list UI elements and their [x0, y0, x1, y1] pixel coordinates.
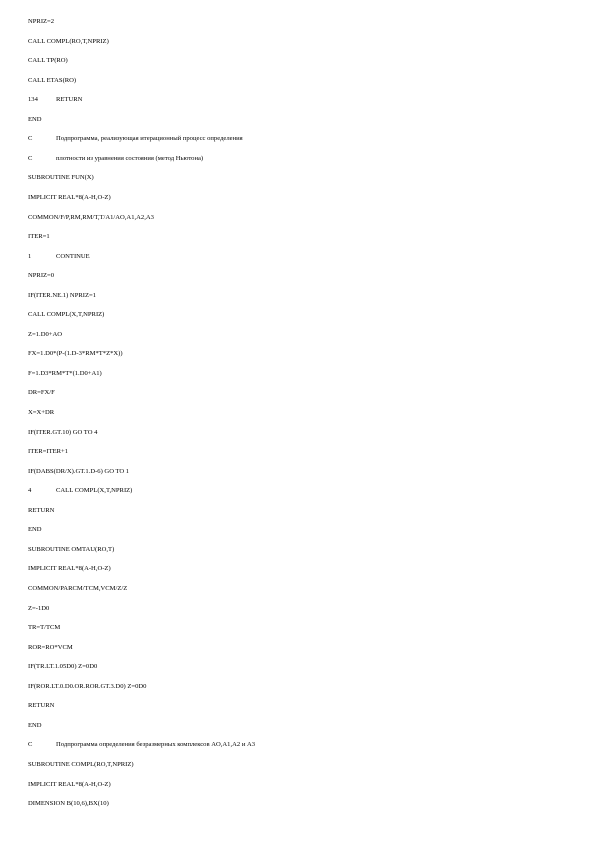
code-line [28, 486, 132, 495]
line-text: IMPLICIT REAL*8(A-H,O-Z) [28, 194, 111, 201]
code-line [28, 408, 54, 417]
line-text: IMPLICIT REAL*8(A-H,O-Z) [28, 780, 111, 788]
line-text: IF(ROR.LT.0.D0.OR.ROR.GT.3.D0) Z=0D0 [28, 682, 147, 690]
line-text: END [28, 115, 42, 123]
line-text: Z=1.D0+AO [28, 330, 62, 338]
code-line [28, 545, 114, 554]
code-line [28, 701, 54, 710]
code-line [28, 447, 68, 456]
code-line [28, 643, 73, 652]
line-text: ROR=RO*VCM [28, 643, 73, 651]
line-text: IMPLICIT REAL*8(A-H,O-Z) [28, 565, 111, 573]
code-line [28, 115, 42, 124]
line-text: IF(ITER.NE.1) NPRIZ=1 [28, 291, 97, 299]
line-text: SUBROUTINE COMPL(RO,T,NPRIZ) [28, 760, 134, 768]
code-line [28, 252, 90, 261]
code-line [28, 95, 82, 104]
code-line [28, 37, 109, 46]
line-text: COMMON/F/P,RM,RM/T,T/A1/AO,A1,A2,A3 [28, 213, 154, 221]
line-text: RETURN [28, 702, 55, 710]
code-line [28, 154, 203, 163]
line-text: CALL COMPL(X,T,NPRIZ) [28, 311, 105, 319]
code-line [28, 330, 62, 339]
code-line [28, 506, 54, 515]
line-text: RETURN [56, 96, 83, 104]
code-line [28, 682, 146, 691]
line-text: X=X+DR [28, 409, 55, 416]
code-line [28, 232, 50, 241]
code-line [28, 604, 49, 613]
code-line [28, 173, 94, 182]
line-text: IF(ITER.GT.10) GO TO 4 [28, 428, 98, 436]
line-text: CALL ETAS(RO) [28, 76, 77, 84]
line-text: END [28, 526, 42, 534]
line-text: Z=-1D0 [28, 604, 50, 612]
line-text: FX=1.D0*(P-(1.D-3*RM*T*Z*X)) [28, 350, 123, 358]
line-text: ITER=ITER+1 [28, 448, 69, 456]
code-line [28, 76, 76, 85]
line-text: IF(TR.LT.1.05D0) Z=0D0 [28, 663, 98, 671]
line-text: IF(DABS(DR/X).GT.1.D-6) GO TO 1 [28, 467, 130, 475]
code-line [28, 721, 42, 730]
line-text: F=1.D3*RM*T*(1.D0+A1) [28, 369, 102, 377]
code-line [28, 291, 96, 300]
line-text: TR=T/TCM [28, 624, 61, 632]
line-text: SUBROUTINE OMTAU(RO,T) [28, 545, 115, 553]
code-line [28, 369, 102, 378]
line-text: CALL COMPL(X,T,NPRIZ) [56, 487, 133, 495]
code-line [28, 525, 42, 534]
line-text: RETURN [28, 506, 55, 514]
line-text: CALL TP(RO) [28, 57, 68, 65]
line-text: END [28, 721, 42, 729]
code-line [28, 193, 111, 202]
code-line [28, 428, 97, 437]
line-text: DIMENSION B(10,6),BX(10) [28, 800, 109, 807]
line-label: C [28, 135, 33, 143]
code-line [28, 662, 97, 671]
line-text: NPRIZ=0 [28, 272, 55, 280]
line-text: COMMON/PARCM/TCM,VCM/Z/Z [28, 585, 128, 592]
line-text: CONTINUE [56, 252, 90, 260]
code-line [28, 740, 255, 749]
code-line [28, 56, 68, 65]
line-text: Подпрограмма, реализующая итерационный процесс определения [56, 135, 243, 143]
line-text: SUBROUTINE FUN(X) [28, 174, 94, 182]
code-line [28, 134, 243, 143]
line-text: DR=FX/F [28, 389, 55, 397]
code-line [28, 623, 60, 632]
line-text: Подпрограмма определения безразмерных комплексов AO,A1,A2 и A3 [56, 741, 256, 749]
code-line [28, 799, 109, 808]
line-label: 134 [28, 96, 38, 104]
code-line [28, 467, 129, 476]
line-label: 1 [28, 252, 32, 260]
line-text: CALL COMPL(RO,T,NPRIZ) [28, 37, 109, 45]
line-label: 4 [28, 487, 32, 495]
code-line [28, 349, 123, 358]
line-text: плотности из уравнения состояния (метод Ньютона) [56, 154, 204, 162]
code-line [28, 310, 104, 319]
code-line [28, 760, 134, 769]
line-text: ITER=1 [28, 233, 50, 241]
line-text: NPRIZ=2 [28, 18, 55, 25]
code-line [28, 213, 154, 222]
code-line [28, 271, 54, 280]
code-line [28, 780, 111, 789]
line-label: C [28, 741, 33, 749]
code-line [28, 584, 127, 593]
code-line [28, 564, 111, 573]
code-line [28, 17, 54, 26]
code-line [28, 388, 55, 397]
line-label: C [28, 154, 33, 162]
